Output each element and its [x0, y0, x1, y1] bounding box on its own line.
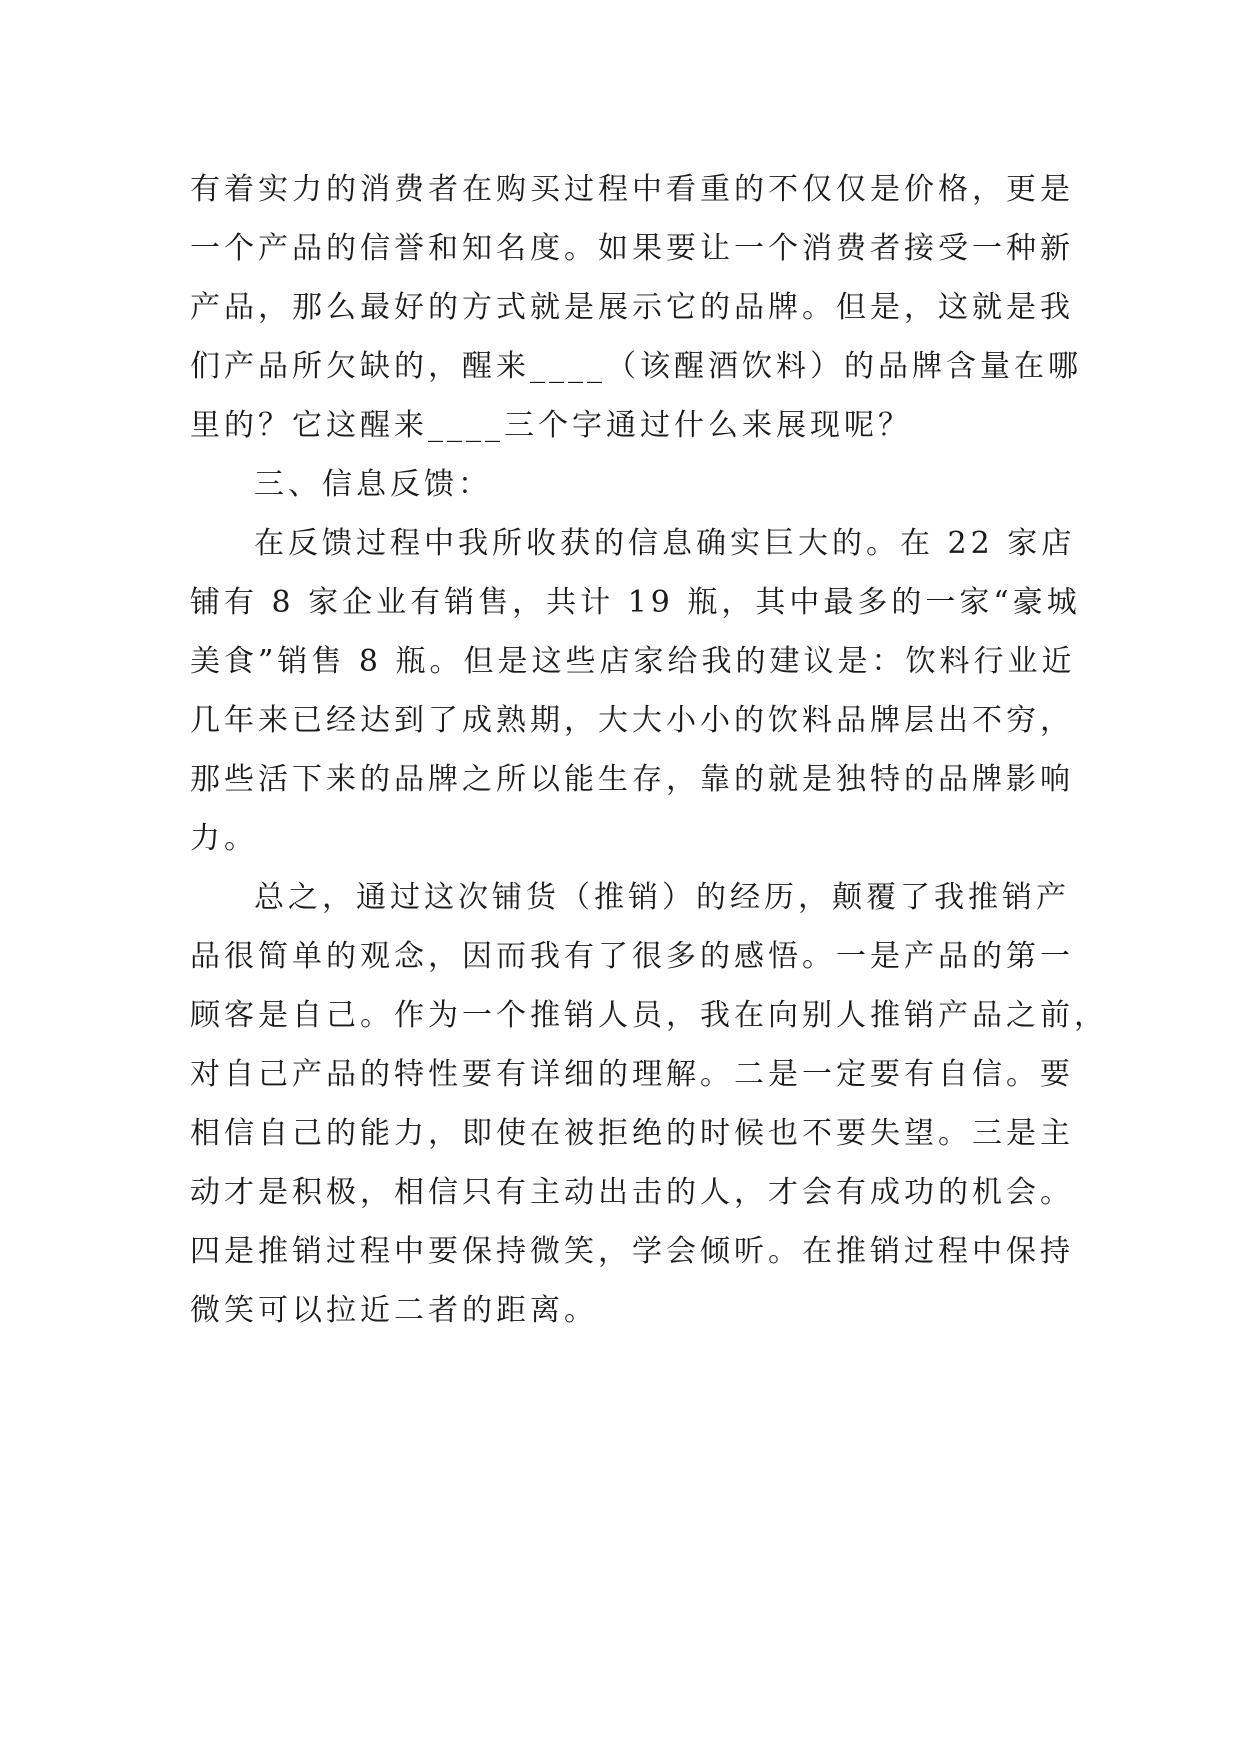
text-line: 动才是积极，相信只有主动出击的人，才会有成功的机会。 — [190, 1175, 1074, 1210]
paragraph-summary — [190, 868, 1108, 1340]
text-line: 总之，通过这次铺货（推销）的经历，颠覆了我推销产 — [254, 880, 1070, 915]
text-line: 力。 — [190, 821, 258, 856]
paragraph-feedback — [190, 514, 1081, 868]
text-line: 美食”销售 8 瓶。但是这些店家给我的建议是：饮料行业近 — [190, 644, 1076, 679]
document-body — [190, 160, 1108, 1340]
text-line: 铺有 8 家企业有销售，共计 19 瓶，其中最多的一家“豪城 — [190, 585, 1081, 620]
text-line: 相信自己的能力，即使在被拒绝的时候也不要失望。三是主 — [190, 1116, 1074, 1151]
paragraph-brand — [190, 160, 1082, 455]
heading-text: 三、信息反馈： — [254, 467, 492, 502]
text-line: 几年来已经达到了成熟期，大大小小的饮料品牌层出不穷， — [190, 703, 1074, 738]
text-line: 有着实力的消费者在购买过程中看重的不仅仅是价格，更是 — [190, 172, 1074, 207]
text-line: 们产品所欠缺的，醒来____（该醒酒饮料）的品牌含量在哪 — [190, 349, 1082, 384]
text-line: 产品，那么最好的方式就是展示它的品牌。但是，这就是我 — [190, 290, 1074, 325]
text-line: 品很简单的观念，因而我有了很多的感悟。一是产品的第一 — [190, 939, 1074, 974]
text-line: 微笑可以拉近二者的距离。 — [190, 1293, 598, 1328]
text-line: 顾客是自己。作为一个推销人员，我在向别人推销产品之前， — [190, 998, 1108, 1033]
text-line: 在反馈过程中我所收获的信息确实巨大的。在 22 家店 — [254, 526, 1076, 561]
section-heading-feedback — [190, 455, 1070, 514]
text-line: 一个产品的信誉和知名度。如果要让一个消费者接受一种新 — [190, 231, 1074, 266]
text-line: 那些活下来的品牌之所以能生存，靠的就是独特的品牌影响 — [190, 762, 1074, 797]
text-line: 里的？它这醒来____三个字通过什么来展现呢？ — [190, 408, 912, 443]
text-line: 四是推销过程中要保持微笑，学会倾听。在推销过程中保持 — [190, 1234, 1074, 1269]
text-line: 对自己产品的特性要有详细的理解。二是一定要有自信。要 — [190, 1057, 1074, 1092]
